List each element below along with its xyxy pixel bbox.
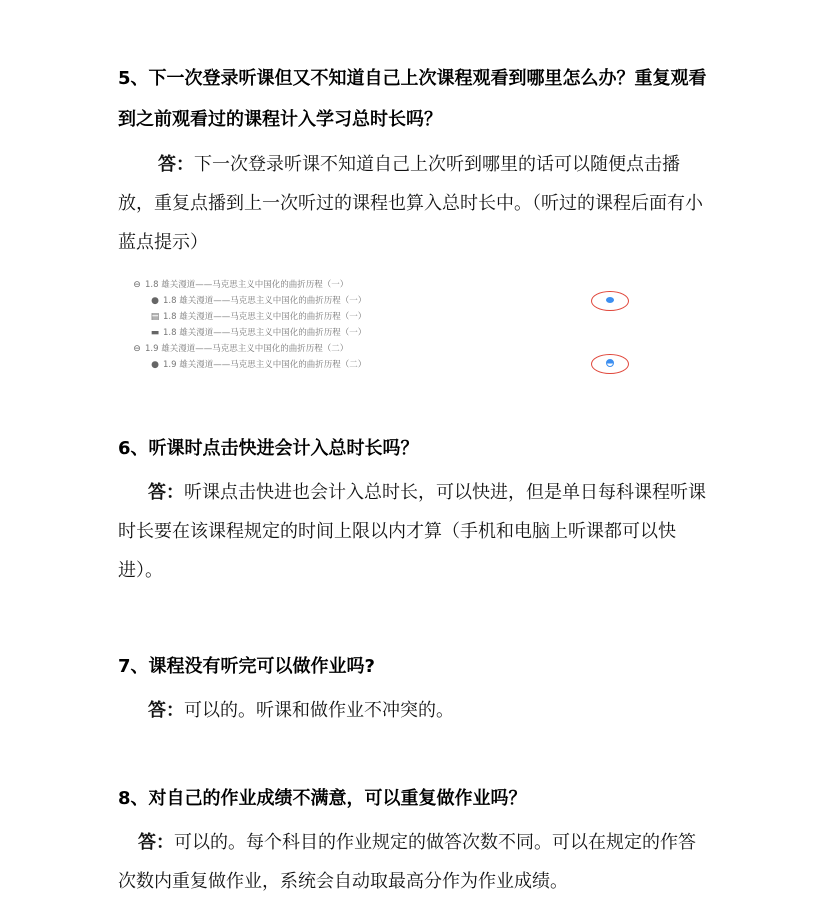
list-item: ⊖ 1.8 雄关漫道——马克思主义中国化的曲折历程（一） [133,280,349,290]
question-5: 5、下一次登录听课但又不知道自己上次课程观看到哪里怎么办？重复观看到之前观看过的课程计入学习总时长吗？ [118,68,707,130]
document-icon: ▤ [150,312,160,322]
list-item: ● 1.9 雄关漫道——马克思主义中国化的曲折历程（二） [151,360,367,370]
question-7: 7、课程没有听完可以做作业吗? [118,656,375,677]
circle-minus-icon: ⊖ [133,344,141,354]
answer-label: 答： [148,700,184,721]
highlight-ring [591,354,629,374]
answer-label: 答： [148,482,184,503]
highlight-ring [591,291,629,311]
answer-8-text: 可以的。每个科目的作业规定的做答次数不同。可以在规定的作答次数内重复做作业，系统会自动取最高分作为作业成绩。 [118,832,696,892]
answer-8 [118,823,708,901]
list-item: ● 1.8 雄关漫道——马克思主义中国化的曲折历程（一） [151,296,367,306]
answer-5 [118,145,708,262]
question-6: 6、听课时点击快进会计入总时长吗？ [118,438,419,459]
watched-dot-icon [606,297,614,303]
answer-label: 答： [138,832,174,853]
answer-5-text: 下一次登录听课不知道自己上次听到哪里的话可以随便点击播放，重复点播到上一次听过的课程也算入总时长中。（听过的课程后面有小蓝点提示） [118,154,703,253]
folder-icon: ▬ [150,328,160,338]
answer-6-text: 听课点击快进也会计入总时长，可以快进，但是单日每科课程听课时长要在该课程规定的时间上限以内才算（手机和电脑上听课都可以快进）。 [118,482,706,581]
answer-label: 答： [158,154,194,175]
list-item: ▬ 1.8 雄关漫道——马克思主义中国化的曲折历程（一） [150,328,367,338]
answer-6 [118,473,708,590]
circle-minus-icon: ⊖ [133,280,141,290]
question-8: 8、对自己的作业成绩不满意，可以重复做作业吗？ [118,788,527,809]
play-circle-icon: ● [151,360,159,370]
course-list-screenshot [130,278,640,378]
list-item: ⊖ 1.9 雄关漫道——马克思主义中国化的曲折历程（二） [133,344,349,354]
partially-watched-dot-icon [606,359,614,367]
list-item: ▤ 1.8 雄关漫道——马克思主义中国化的曲折历程（一） [150,312,367,322]
play-circle-icon: ● [151,296,159,306]
answer-7-text: 可以的。听课和做作业不冲突的。 [184,700,454,721]
answer-7 [118,691,708,730]
